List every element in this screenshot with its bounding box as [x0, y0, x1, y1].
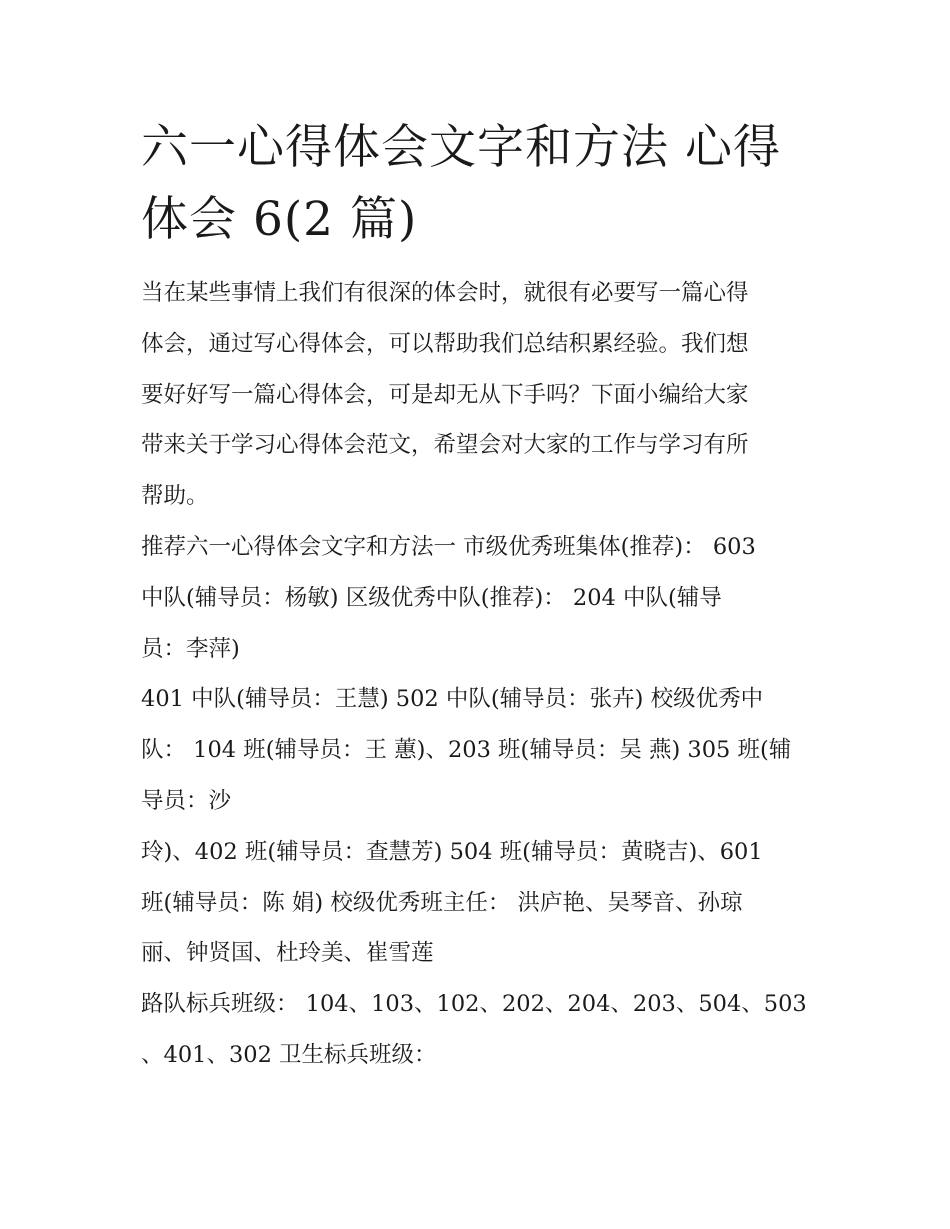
intro-paragraph: 当在某些事情上我们有很深的体会时，就很有必要写一篇心得 体会，通过写心得体会，可以帮助我们总结积累经验。我们想 要好好写一篇心得体会，可是却无从下手吗？下面小编给大家 带来关于学习心得体会范文，希望会对大家的工作与学习有所 帮助。 [141, 280, 749, 510]
body-paragraph: 推荐六一心得体会文字和方法一 市级优秀班集体(推荐)： 603 中队(辅导员：杨敏) 区级优秀中队(推荐)： 204 中队(辅导 员：李萍) [141, 533, 756, 662]
document-title: 六一心得体会文字和方法 心得 体会 6(2 篇) [141, 120, 781, 247]
body-paragraph: 401 中队(辅导员：王慧) 502 中队(辅导员：张卉) 校级优秀中 队： 104 班(辅导员：王 蕙)、203 班(辅导员：吴 燕) 305 班(辅 导员：沙 [141, 686, 792, 814]
body-paragraph: 路队标兵班级： 104、103、102、202、204、203、504、503 、401、302 卫生标兵班级： [141, 991, 807, 1068]
body-paragraph: 玲)、402 班(辅导员：查慧芳) 504 班(辅导员：黄晓吉)、601 班(辅导员：陈 娟) 校级优秀班主任： 洪庐艳、吴琴音、孙琼 丽、钟贤国、杜玲美、崔雪莲 [141, 838, 763, 967]
document-page [141, 112, 821, 1081]
